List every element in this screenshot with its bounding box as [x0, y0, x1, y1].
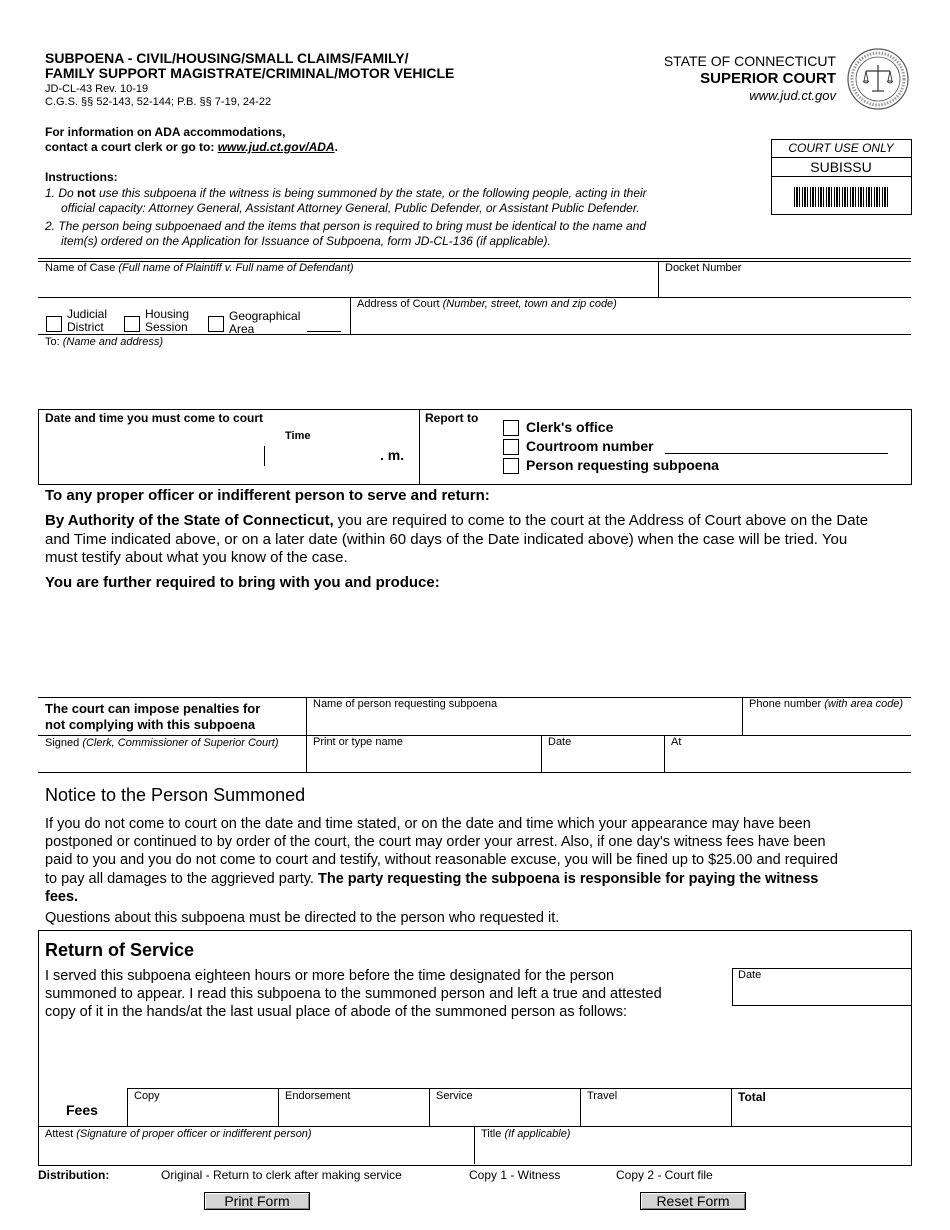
fee-endorsement-field[interactable] [285, 1104, 425, 1124]
court-use-code: SUBISSU [810, 159, 872, 175]
authority-line1: you are required to come to the court at the Address of Court above on the Date [333, 512, 869, 529]
authority-paragraph [45, 512, 915, 568]
signed-label: Signed (Clerk, Commissioner of Superior Court) [45, 737, 279, 749]
print-name-field[interactable] [313, 750, 537, 771]
docket-number-field[interactable] [665, 276, 905, 296]
service-details-field[interactable] [45, 1030, 905, 1085]
officer-title-label: Title (If applicable) [481, 1128, 571, 1140]
return-of-service-heading: Return of Service [45, 940, 195, 960]
docket-number-label: Docket Number [665, 262, 742, 274]
clerks-office-checkbox[interactable] [503, 420, 519, 436]
reset-form-button[interactable]: Reset Form [640, 1192, 746, 1210]
notice-heading: Notice to the Person Summoned [45, 785, 306, 805]
ada-line2-prefix: contact a court clerk or go to: [45, 140, 218, 154]
instruction-1-prefix: 1. Do [45, 186, 78, 200]
report-to-label: Report to [425, 411, 479, 425]
signed-at-field[interactable] [671, 750, 907, 771]
return-line3: copy of it in the hands/at the last usual place of abode of the summoned person as follows: [45, 1004, 627, 1021]
signed-date-label: Date [548, 736, 572, 748]
attest-signature-field[interactable] [45, 1142, 470, 1162]
fee-copy-field[interactable] [134, 1104, 274, 1124]
return-line2: summoned to appear. I read this subpoena to the summoned person and left a true and attested [45, 986, 662, 1003]
phone-number-field[interactable] [749, 712, 907, 734]
time-label: Time [285, 430, 311, 442]
distribution-original: Original - Return to clerk after making service [161, 1168, 402, 1182]
courtroom-number-label: Courtroom number [526, 438, 654, 454]
penalty-notice: The court can impose penalties for not complying with this subpoena [45, 701, 261, 732]
service-date-label: Date [738, 969, 762, 981]
officer-title-field[interactable] [481, 1142, 906, 1162]
fee-service-field[interactable] [436, 1104, 576, 1124]
case-name-label: Name of Case (Full name of Plaintiff v. Full name of Defendant) [45, 262, 354, 274]
distribution-label: Distribution: [38, 1168, 110, 1182]
judicial-district-label: Judicial District [67, 307, 108, 334]
judicial-district-checkbox[interactable] [46, 316, 62, 332]
signed-at-label: At [671, 736, 682, 748]
fee-copy-label: Copy [134, 1090, 160, 1102]
print-form-button[interactable]: Print Form [204, 1192, 310, 1210]
court-use-label: COURT USE ONLY [788, 141, 894, 155]
serve-heading: To any proper officer or indifferent person to serve and return: [45, 487, 490, 504]
items-to-produce-field[interactable] [45, 594, 905, 692]
form-title-line1: SUBPOENA - CIVIL/HOUSING/SMALL CLAIMS/FAMILY/ [45, 50, 409, 66]
questions-note: Questions about this subpoena must be directed to the person who requested it. [45, 910, 560, 926]
seal-icon [846, 47, 910, 111]
service-date-field[interactable] [738, 983, 906, 1003]
instruction-1-line2: official capacity: Attorney General, Assistant Attorney General, Public Defender, or Assistant Public Defender. [61, 201, 640, 215]
instructions-heading: Instructions: [45, 170, 118, 184]
distribution-copy2: Copy 2 - Court file [616, 1168, 713, 1182]
time-field[interactable] [268, 446, 376, 466]
ada-line2-suffix: . [334, 140, 338, 154]
instruction-2-line2: item(s) ordered on the Application for Issuance of Subpoena, form JD-CL-136 (if applicable). [61, 234, 551, 248]
produce-heading: You are further required to bring with you and produce: [45, 574, 440, 591]
courtroom-number-field[interactable] [665, 437, 888, 453]
authority-bold: By Authority of the State of Connecticut, [45, 512, 334, 529]
distribution-copy1: Copy 1 - Witness [469, 1168, 561, 1182]
date-time-label: Date and time you must come to court [45, 411, 264, 425]
court-website: www.jud.ct.gov [749, 88, 836, 103]
ada-line1: For information on ADA accommodations, [45, 125, 286, 139]
notice-paragraph [45, 815, 925, 906]
courtroom-number-checkbox[interactable] [503, 439, 519, 455]
notice-line2: postponed or continued to by order of the court, the court may order your arrest. Also, if one day's witness fees have been [45, 834, 826, 851]
person-requesting-label: Person requesting subpoena [526, 457, 719, 473]
recipient-name-address-field[interactable] [45, 350, 905, 405]
to-label: To: (Name and address) [45, 336, 164, 348]
requester-name-field[interactable] [313, 712, 738, 734]
attest-label: Attest (Signature of proper officer or indifferent person) [45, 1128, 312, 1140]
fees-label: Fees [66, 1102, 98, 1118]
requester-name-label: Name of person requesting subpoena [313, 698, 498, 710]
ada-line2 [45, 140, 338, 154]
instruction-1 [45, 186, 647, 200]
ga-number-field[interactable] [307, 316, 341, 331]
case-name-field[interactable] [45, 276, 650, 296]
court-address-field[interactable] [357, 312, 905, 332]
geographical-area-label: Geographical Area [229, 309, 301, 336]
person-requesting-checkbox[interactable] [503, 458, 519, 474]
print-name-label: Print or type name [313, 736, 403, 748]
instruction-2-line1: 2. The person being subpoenaed and the items that person is required to bring must be identical to the name and [45, 219, 647, 233]
signed-date-field[interactable] [548, 750, 660, 771]
date-field[interactable] [45, 446, 260, 466]
fee-service-label: Service [436, 1090, 473, 1102]
state-name: STATE OF CONNECTICUT [663, 53, 836, 69]
clerk-signature-field[interactable] [45, 751, 300, 771]
notice-line3: paid to you and you do not come to court and testify, without reasonable excuse, you will be fined up to $25.00 and required [45, 852, 838, 869]
fee-endorsement-label: Endorsement [285, 1090, 351, 1102]
form-id: JD-CL-43 Rev. 10-19 [45, 83, 149, 95]
phone-number-label: Phone number (with area code) [749, 698, 904, 710]
form-title-line2: FAMILY SUPPORT MAGISTRATE/CRIMINAL/MOTOR VEHICLE [45, 65, 455, 81]
fee-total-label: Total [738, 1090, 766, 1104]
geographical-area-checkbox[interactable] [208, 316, 224, 332]
fee-travel-label: Travel [587, 1090, 618, 1102]
state-seal [846, 47, 910, 111]
housing-session-label: Housing Session [145, 307, 190, 334]
return-line1: I served this subpoena eighteen hours or more before the time designated for the person [45, 968, 615, 984]
barcode-icon [794, 187, 890, 207]
meridiem-label: . m. [380, 447, 405, 463]
ada-link[interactable]: www.jud.ct.gov/ADA [217, 140, 335, 154]
clerks-office-label: Clerk's office [526, 419, 614, 435]
instruction-1-line1: use this subpoena if the witness is being summoned by the state, or the following people, acting in their [95, 186, 647, 200]
statutes: C.G.S. §§ 52-143, 52-144; P.B. §§ 7-19, 24-22 [45, 96, 272, 108]
authority-line2: and Time indicated above, or on a later date (within 60 days of the Date indicated above) when the case will be tried. You [45, 530, 848, 548]
return-of-service-text [45, 967, 735, 1022]
notice-line4-bold: The party requesting the subpoena is responsible for paying the witness [317, 870, 819, 887]
instruction-1-not: not [77, 186, 96, 200]
court-address-label: Address of Court (Number, street, town and zip code) [357, 298, 617, 310]
court-name: SUPERIOR COURT [700, 70, 836, 87]
notice-line1: If you do not come to court on the date and time stated, or on the date and time which your appearance may have been [45, 816, 811, 832]
notice-line5-bold: fees. [45, 888, 79, 905]
fee-travel-field[interactable] [587, 1104, 727, 1124]
authority-line3: must testify about what you know of the case. [45, 549, 348, 566]
housing-session-checkbox[interactable] [124, 316, 140, 332]
notice-line4: to pay all damages to the aggrieved party. [45, 870, 318, 887]
fee-total-field[interactable] [738, 1104, 906, 1124]
